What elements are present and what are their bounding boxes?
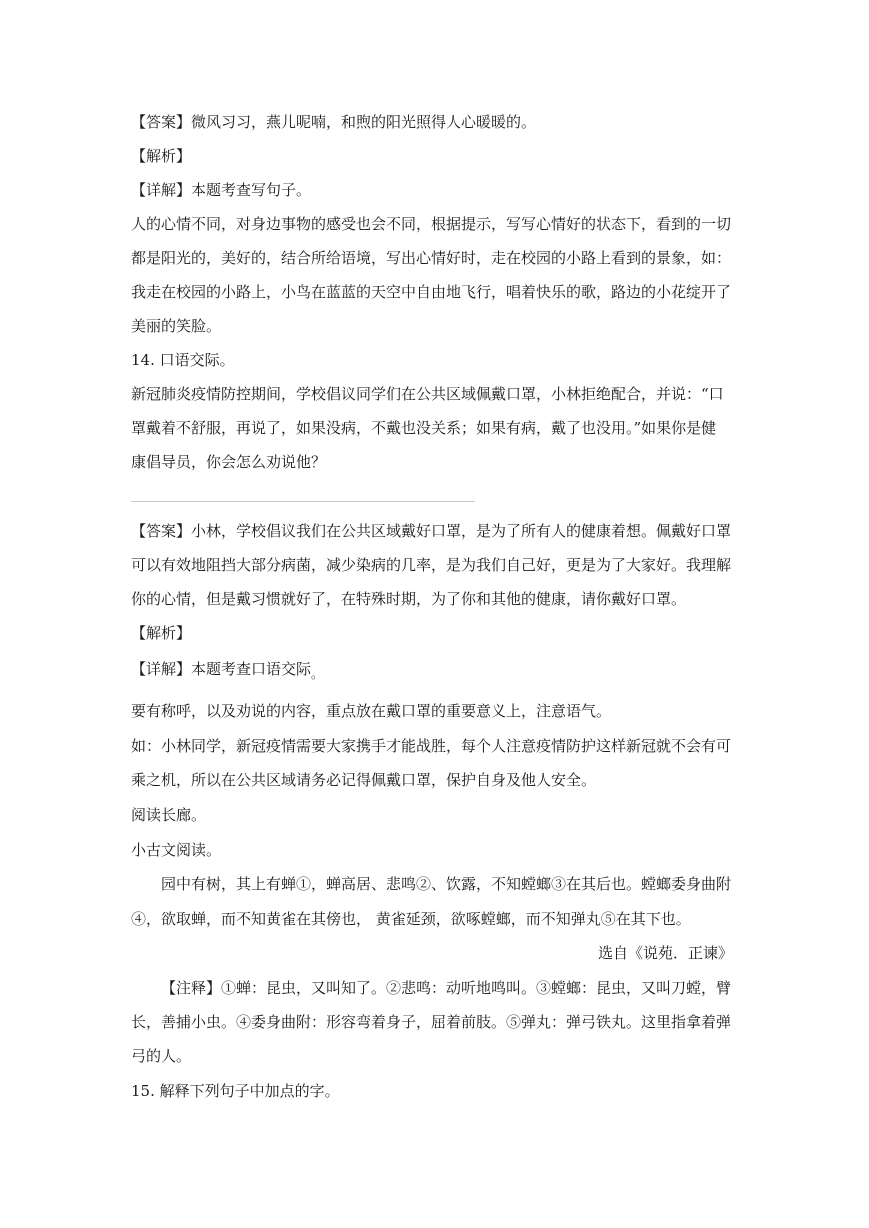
notes-line: 【注释】①蝉：昆虫，又叫知了。②悲鸣：动听地鸣叫。③螳螂：昆虫，又叫刀螳，臂 [161, 979, 732, 997]
q14-detail [131, 659, 323, 680]
q14-answer-line: 【答案】小林，学校倡议我们在公共区域戴好口罩，是为了所有人的健康着想。佩戴好口罩 [131, 522, 732, 540]
q14-prompt-line: 新冠肺炎疫情防控期间，学校倡议同学们在公共区域佩戴口罩，小林拒绝配合，并说：“口 [131, 385, 724, 403]
q13-analysis-label: 【解析】 [131, 147, 192, 165]
q14-body-line: 要有称呼，以及劝说的内容，重点放在戴口罩的重要意义上，注意语气。 [131, 702, 612, 720]
answer-blank-line [131, 501, 475, 502]
q13-detail: 【详解】本题考查写句子。 [131, 181, 312, 199]
reading-subheading: 小古文阅读。 [131, 841, 222, 859]
q14-analysis-label: 【解析】 [131, 624, 192, 642]
passage-line: 园中有树，其上有蝉①，蝉高居、悲鸣②、饮露，不知螳螂③在其后也。螳螂委身曲附 [161, 875, 732, 893]
q14-prompt-line: 罩戴着不舒服，再说了，如果没病，不戴也没关系；如果有病，戴了也没用。”如果你是健 [131, 419, 717, 437]
q13-body-line: 都是阳光的，美好的，结合所给语境，写出心情好时，走在校园的小路上看到的景象，如： [131, 249, 732, 267]
q13-body-line: 人的心情不同，对身边事物的感受也会不同，根据提示，写写心情好的状态下，看到的一切 [131, 215, 732, 233]
notes-line: 长，善捕小虫。④委身曲附：形容弯着身子，屈着前肢。⑤弹丸：弹弓铁丸。这里指拿着弹 [131, 1013, 732, 1031]
reading-heading: 阅读长廊。 [131, 806, 207, 824]
q13-answer: 【答案】微风习习，燕儿呢喃，和煦的阳光照得人心暖暖的。 [131, 113, 537, 131]
notes-line: 弓的人。 [131, 1047, 192, 1065]
q14-detail-text: 【详解】本题考查口语交际 [131, 660, 312, 678]
q13-body-line: 我走在校园的小路上，小鸟在蓝蓝的天空中自由地飞行，唱着快乐的歌，路边的小花绽开了 [131, 283, 732, 301]
q15-title: 15. 解释下列句子中加点的字。 [131, 1082, 340, 1100]
q14-prompt-line: 康倡导员，你会怎么劝说他？ [131, 453, 327, 471]
q13-body-line: 美丽的笑脸。 [131, 317, 222, 335]
q14-detail-period: 。 [311, 667, 324, 681]
q14-answer-line: 可以有效地阻挡大部分病菌，减少染病的几率，是为我们自己好，更是为了大家好。我理解 [131, 556, 732, 574]
q14-title: 14. 口语交际。 [131, 351, 235, 369]
q14-body-line: 乘之机，所以在公共区域请务必记得佩戴口罩，保护自身及他人安全。 [131, 771, 597, 789]
q14-body-line: 如：小林同学，新冠疫情需要大家携手才能战胜，每个人注意疫情防护这样新冠就不会有可 [131, 737, 732, 755]
passage-line: ④，欲取蝉，而不知黄雀在其傍也， 黄雀延颈，欲啄螳螂，而不知弹丸⑤在其下也。 [131, 910, 691, 928]
q14-answer-line: 你的心情，但是戴习惯就好了，在特殊时期，为了你和其他的健康，请你戴好口罩。 [131, 590, 687, 608]
passage-source: 选自《说苑．正谏》 [598, 944, 734, 962]
